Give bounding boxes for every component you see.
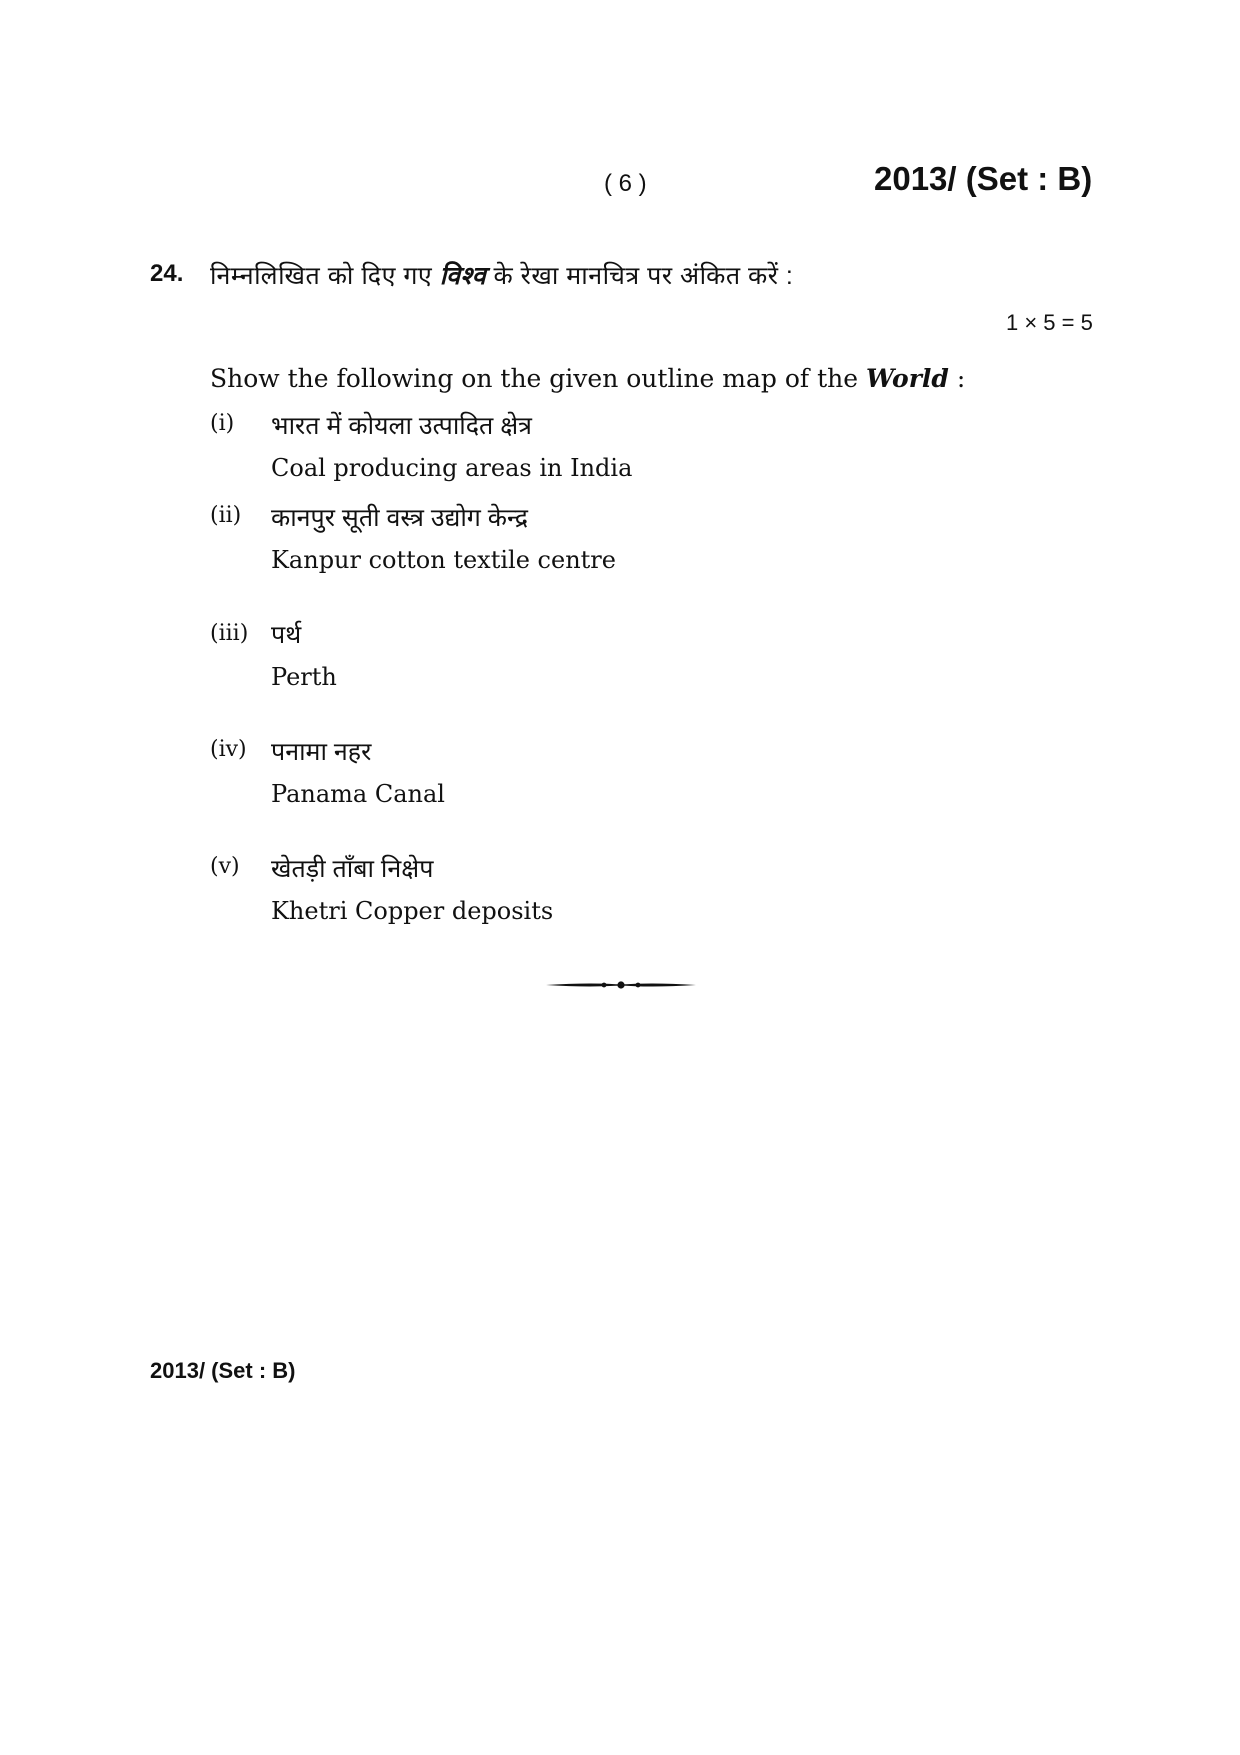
item-number: (v) (210, 854, 240, 879)
question-english-part1: Show the following on the given outline map of the (210, 364, 866, 393)
question-text-english (210, 364, 965, 393)
question-hindi-part2: के रेखा मानचित्र पर अंकित करें : (486, 262, 794, 290)
header-set-label: 2013/ (Set : B) (874, 160, 1093, 197)
question-text-hindi (210, 258, 793, 292)
item-text-english: Perth (271, 663, 337, 691)
item-text-hindi: कानपुर सूती वस्त्र उद्योग केन्द्र (271, 504, 529, 532)
item-text-english: Kanpur cotton textile centre (271, 546, 616, 574)
item-text-hindi: खेतड़ी ताँबा निक्षेप (271, 855, 434, 883)
end-of-section-ornament-icon (546, 979, 696, 991)
question-hindi-emphasis: विश्व (439, 262, 487, 290)
footer-set-label: 2013/ (Set : B) (150, 1358, 296, 1383)
page-number: ( 6 ) (604, 170, 647, 197)
item-number: (ii) (210, 503, 242, 528)
question-english-emphasis: World (866, 364, 949, 393)
question-marks: 1 × 5 = 5 (1006, 310, 1093, 335)
item-number: (i) (210, 411, 235, 436)
item-text-hindi: पर्थ (271, 621, 302, 649)
item-text-hindi: पनामा नहर (271, 738, 372, 766)
item-text-english: Khetri Copper deposits (271, 897, 554, 925)
question-number: 24. (150, 260, 184, 287)
item-text-hindi: भारत में कोयला उत्पादित क्षेत्र (271, 412, 532, 440)
question-hindi-part1: निम्नलिखित को दिए गए (210, 262, 440, 290)
item-number: (iii) (210, 621, 249, 646)
item-number: (iv) (210, 737, 247, 762)
item-text-english: Panama Canal (271, 780, 445, 808)
question-english-part2: : (948, 364, 966, 393)
item-text-english: Coal producing areas in India (271, 454, 633, 482)
